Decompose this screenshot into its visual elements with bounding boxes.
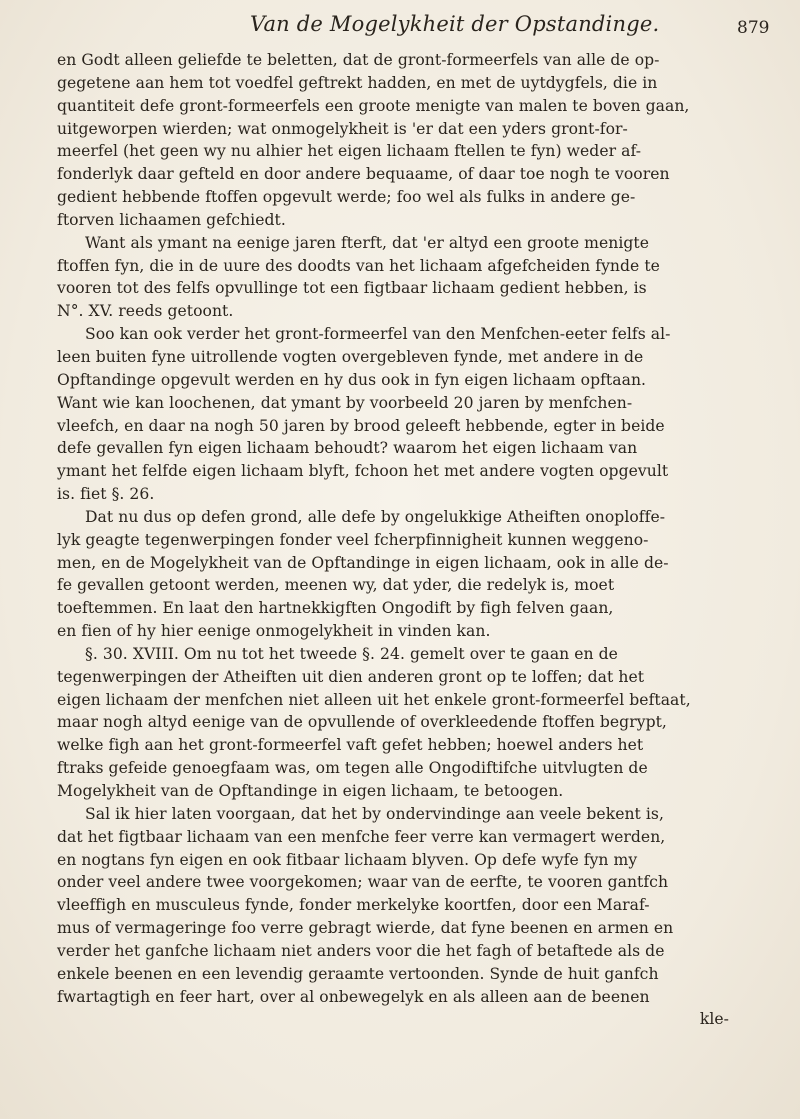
paragraph-start-line: Soo kan ook verder het gront-formeerfel van den Menfchen-eeter felfs al-	[85, 325, 671, 344]
text-line: enkele beenen en een levendig geraamte vertoonden. Synde de huit ganfch	[57, 964, 659, 983]
text-line: uitgeworpen wierden; wat onmogelykheit is 'er dat een yders gront-for-	[57, 119, 628, 138]
text-line: tegenwerpingen der Atheiften uit dien anderen gront op te loffen; dat het	[57, 667, 645, 686]
text-line: vleeffigh en musculeus fynde, fonder merkelyke koortfen, door een Maraf-	[57, 896, 650, 915]
text-line: vleefch, en daar na nogh 50 jaren by brood geleeft hebbende, egter in beide	[57, 416, 665, 435]
text-line: dat het figtbaar lichaam van een menfche feer verre kan vermagert werden,	[57, 827, 666, 846]
text-line: onder veel andere twee voorgekomen; waar van de eerfte, te vooren gantfch	[57, 873, 669, 892]
text-line: maar nogh altyd eenige van de opvullende of overkleedende ftoffen begrypt,	[57, 713, 667, 732]
text-line: gedient hebbende ftoffen opgevult werde; foo wel als fulks in andere ge-	[57, 188, 636, 207]
text-line: welke figh aan het gront-formeerfel vaft gefet hebben; hoewel anders het	[57, 736, 644, 755]
text-line: ftraks gefeide genoegfaam was, om tegen alle Ongodiftifche uitvlugten de	[57, 759, 648, 778]
catchword: kle-	[699, 1010, 729, 1029]
text-line: toeftemmen. En laat den hartnekkigften Ongodift by figh felven gaan,	[57, 599, 614, 618]
text-line: vooren tot des felfs opvullinge tot een figtbaar lichaam gedient hebben, is	[57, 279, 647, 298]
text-line: lyk geagte tegenwerpingen fonder veel fcherpfinnigheit kunnen weggeno-	[57, 530, 649, 549]
text-line: is. fiet §. 26.	[57, 485, 155, 504]
page-header	[0, 8, 800, 46]
text-line: fwartagtigh en feer hart, over al onbewegelyk en als alleen aan de beenen	[57, 987, 650, 1006]
text-line: fonderlyk daar gefteld en door andere bequaame, of daar toe nogh te vooren	[57, 165, 670, 184]
text-line: defe gevallen fyn eigen lichaam behoudt? waarom het eigen lichaam van	[57, 439, 638, 458]
paragraph-start-line: Want als ymant na eenige jaren fterft, dat 'er altyd een groote menigte	[85, 233, 649, 252]
section-heading-line: §. 30. XVIII. Om nu tot het tweede §. 24. gemelt over te gaan en de	[85, 644, 618, 663]
body-text	[57, 49, 767, 1031]
text-line: Want wie kan loochenen, dat ymant by voorbeeld 20 jaren by menfchen-	[57, 393, 633, 412]
text-line: leen buiten fyne uitrollende vogten overgebleven fynde, met andere in de	[57, 347, 644, 366]
text-line: ymant het felfde eigen lichaam blyft, fchoon het met andere vogten opgevult	[57, 462, 669, 481]
paragraph-start-line: Sal ik hier laten voorgaan, dat het by ondervindinge aan veele bekent is,	[85, 804, 664, 823]
text-line: gegetene aan hem tot voedfel geftrekt hadden, en met de uytdygfels, die in	[57, 73, 658, 92]
text-line: en Godt alleen geliefde te beletten, dat de gront-formeerfels van alle de op-	[57, 51, 660, 69]
text-line: ftorven lichaamen gefchiedt.	[57, 210, 286, 229]
text-line: Mogelykheit van de Opftandinge in eigen lichaam, te betoogen.	[57, 782, 564, 800]
text-line: men, en de Mogelykheit van de Opftandinge in eigen lichaam, ook in alle de-	[57, 553, 669, 572]
text-line: mus of vermageringe foo verre gebragt wierde, dat fyne beenen en armen en	[57, 919, 674, 938]
running-head: Van de Mogelykheit der Opstandinge.	[250, 12, 660, 36]
text-line: verder het ganfche lichaam niet anders voor die het fagh of betaftede als de	[57, 941, 665, 960]
text-line: en nogtans fyn eigen en ook fitbaar lichaam blyven. Op defe wyfe fyn my	[57, 850, 638, 869]
text-line: en fien of hy hier eenige onmogelykheit in vinden kan.	[57, 622, 491, 641]
text-line: N°. XV. reeds getoont.	[57, 302, 234, 321]
paragraph-start-line: Dat nu dus op defen grond, alle defe by ongelukkige Atheiften onoploffe-	[85, 507, 666, 526]
text-line: Opftandinge opgevult werden en hy dus ook in fyn eigen lichaam opftaan.	[57, 370, 647, 389]
text-line: eigen lichaam der menfchen niet alleen uit het enkele gront-formeerfel beftaat,	[57, 690, 691, 709]
text-line: fe gevallen getoont werden, meenen wy, dat yder, die redelyk is, moet	[57, 576, 615, 595]
text-line: meerfel (het geen wy nu alhier het eigen lichaam ftellen te fyn) weder af-	[57, 142, 642, 161]
page-number: 879	[737, 18, 770, 38]
text-line: quantiteit defe gront-formeerfels een groote menigte van malen te boven gaan,	[57, 96, 690, 115]
text-line: ftoffen fyn, die in de uure des doodts van het lichaam afgefcheiden fynde te	[57, 256, 660, 275]
